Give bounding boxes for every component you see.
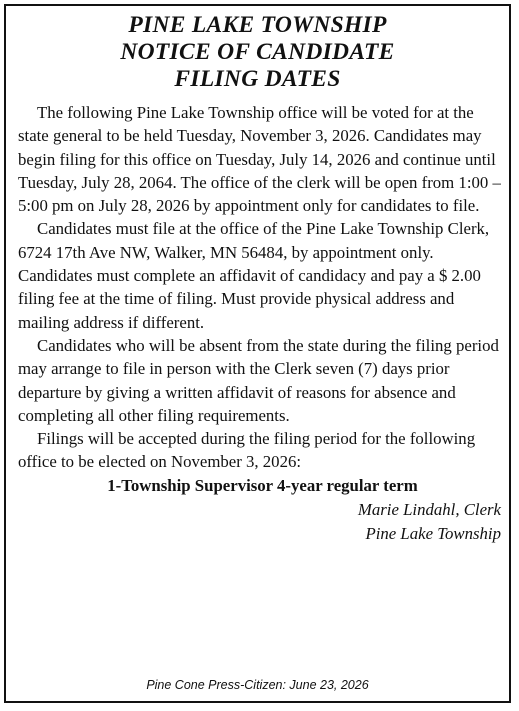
title-line-2: NOTICE OF CANDIDATE [120,39,395,65]
office-to-be-elected: 1-Township Supervisor 4-year regular term [107,475,418,495]
title-line-3: FILING DATES [174,66,341,92]
paragraph-election-dates: The following Pine Lake Township office will be voted for at the state general to be held Tuesday, November 3, 2026. Candidates may begin filing for this office on Tuesday, July 14, 2026 and continue until Tuesday, July 28, 2064. The office of the clerk will be open from 1:00 – 5:00 pm on July 28, 2026 by appointment only for candidates to file. [18,103,501,216]
notice-title [6,12,509,93]
signature-name: Marie Lindahl, Clerk [357,499,501,519]
title-line-1: PINE LAKE TOWNSHIP [128,12,387,38]
paragraph-absentee-filing: Candidates who will be absent from the state during the filing period may arrange to file in person with the Clerk seven (7) days prior departure by giving a written affidavit of reasons for absence and completing all other filing requirements. [18,335,499,425]
signature-organization: Pine Lake Township [365,523,501,543]
paragraph-filing-location: Candidates must file at the office of the Pine Lake Township Clerk, 6724 17th Ave NW, Walker, MN 56484, by appointment only. Candidates must complete an affidavit of candidacy and pay a $ 2.00 filing fee at the time of filing. Must provide physical address and mailing address if different. [18,219,490,332]
publication-line: Pine Cone Press-Citizen: June 23, 2026 [146,678,369,692]
notice-body [18,101,501,546]
legal-notice [4,4,511,703]
paragraph-office-intro: Filings will be accepted during the filing period for the following office to be elected on November 3, 2026: [18,429,476,472]
